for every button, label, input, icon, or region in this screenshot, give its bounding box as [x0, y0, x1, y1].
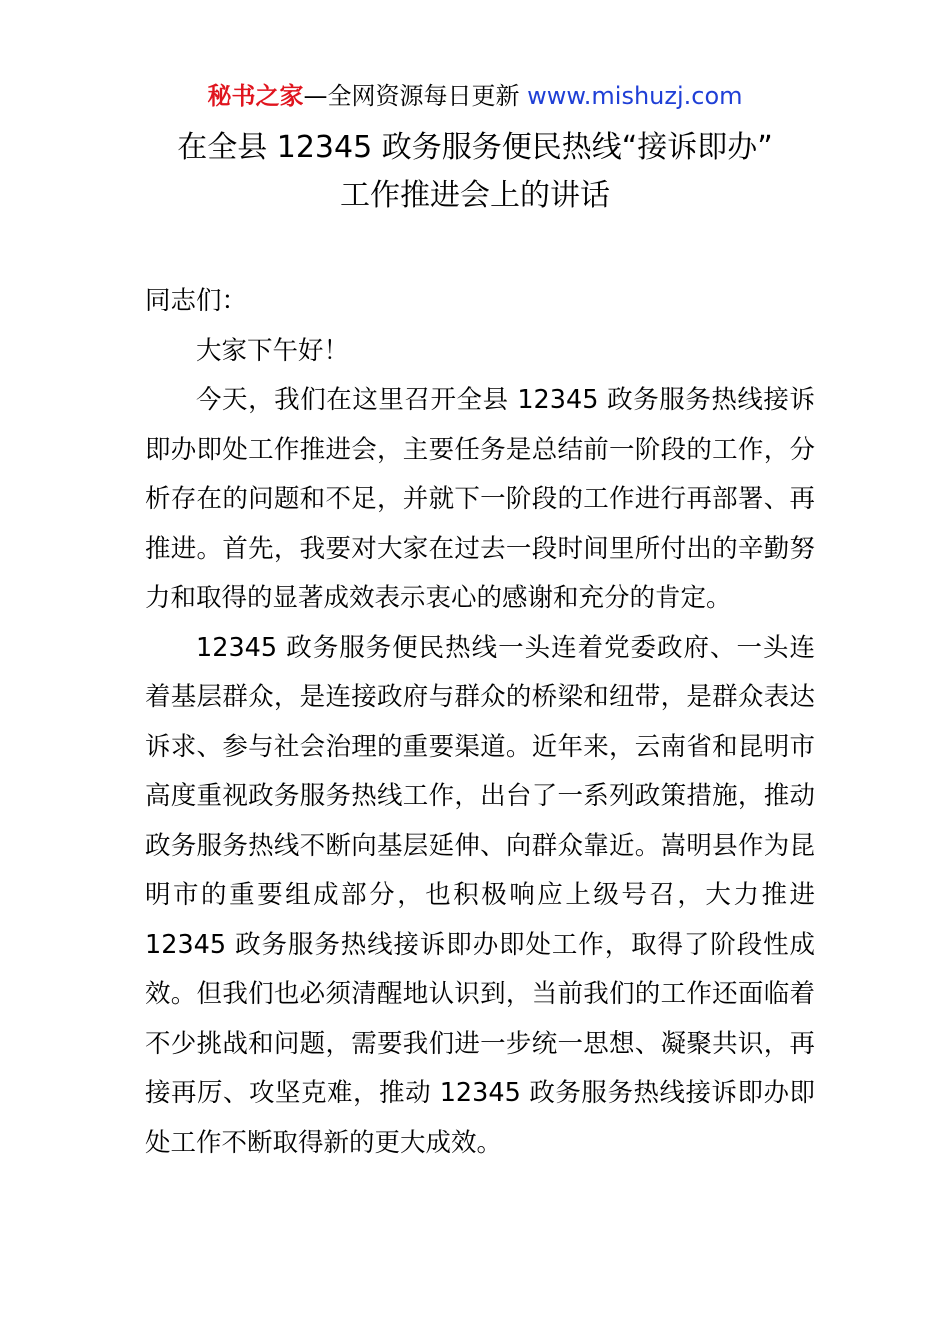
paragraph-2: 12345 政务服务便民热线一头连着党委政府、一头连着基层群众，是连接政府与群众的桥梁和纽带，是群众表达诉求、参与社会治理的重要渠道。近年来，云南省和昆明市高度重视政务服务热线工作，出台了一系列政策措施，推动政务服务热线不断向基层延伸、向群众靠近。嵩明县作为昆明市的重要组成部分，也积极响应上级号召，大力推进 12345 政务服务热线接诉即办即处工作，取得了阶段性成效。但我们也必须清醒地认识到，当前我们的工作还面临着不少挑战和问题，需要我们进一步统一思想、凝聚共识，再接再厉、攻坚克难，推动 12345 政务服务热线接诉即办即处工作不断取得新的更大成效。 — [145, 632, 815, 1158]
document-title-line-2: 工作推进会上的讲话 — [340, 178, 610, 213]
brand-name: 秘书之家 — [207, 82, 304, 110]
document-title-line-1: 在全县 12345 政务服务便民热线“接诉即办” — [177, 130, 773, 165]
paragraph-1: 今天，我们在这里召开全县 12345 政务服务热线接诉即办即处工作推进会，主要任务是总结前一阶段的工作，分析存在的问题和不足，并就下一阶段的工作进行再部署、再推进。首先，我要对大家在过去一段时间里所付出的辛勤努力和取得的显著成效表示衷心的感谢和充分的肯定。 — [145, 385, 815, 613]
header-tagline: —全网资源每日更新 — [303, 82, 520, 110]
site-url-link[interactable]: www.mishuzj.com — [527, 82, 743, 110]
greeting: 大家下午好！ — [196, 335, 350, 366]
document-body — [145, 277, 815, 1168]
salutation: 同志们： — [145, 286, 248, 316]
site-header — [0, 80, 950, 112]
